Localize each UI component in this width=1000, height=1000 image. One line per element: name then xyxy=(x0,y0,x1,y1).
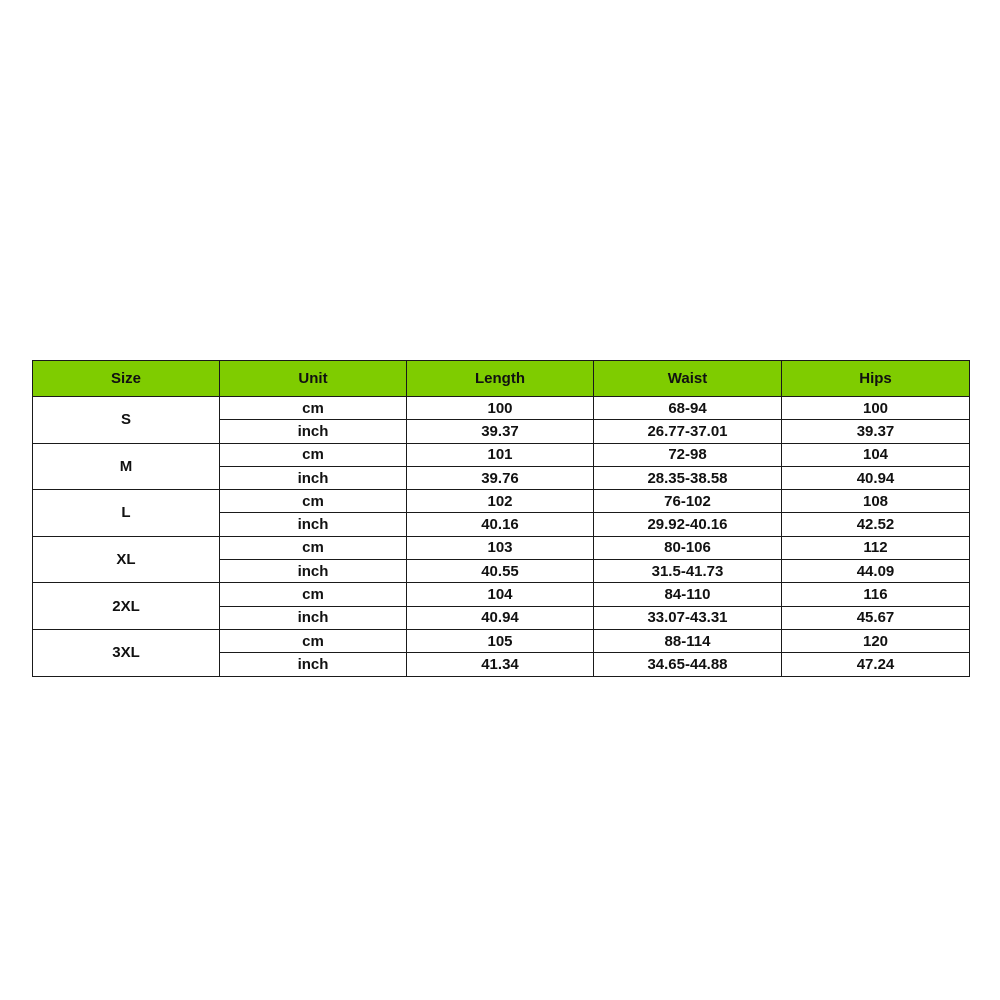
waist-cell: 80-106 xyxy=(594,536,782,559)
waist-cell: 33.07-43.31 xyxy=(594,606,782,629)
size-chart-table xyxy=(32,360,970,677)
hips-cell: 47.24 xyxy=(782,653,970,676)
header-unit: Unit xyxy=(220,361,407,397)
waist-cell: 29.92-40.16 xyxy=(594,513,782,536)
table-row xyxy=(33,397,970,420)
hips-cell: 116 xyxy=(782,583,970,606)
table-row xyxy=(33,536,970,559)
size-cell: 3XL xyxy=(33,629,220,676)
unit-cell: cm xyxy=(220,490,407,513)
unit-cell: inch xyxy=(220,466,407,489)
table-row xyxy=(33,443,970,466)
hips-cell: 45.67 xyxy=(782,606,970,629)
length-cell: 104 xyxy=(407,583,594,606)
hips-cell: 44.09 xyxy=(782,560,970,583)
size-cell: L xyxy=(33,490,220,537)
length-cell: 105 xyxy=(407,629,594,652)
length-cell: 40.94 xyxy=(407,606,594,629)
waist-cell: 68-94 xyxy=(594,397,782,420)
size-cell: 2XL xyxy=(33,583,220,630)
hips-cell: 100 xyxy=(782,397,970,420)
waist-cell: 28.35-38.58 xyxy=(594,466,782,489)
waist-cell: 88-114 xyxy=(594,629,782,652)
hips-cell: 40.94 xyxy=(782,466,970,489)
unit-cell: inch xyxy=(220,420,407,443)
header-size: Size xyxy=(33,361,220,397)
length-cell: 103 xyxy=(407,536,594,559)
unit-cell: inch xyxy=(220,560,407,583)
unit-cell: inch xyxy=(220,513,407,536)
waist-cell: 26.77-37.01 xyxy=(594,420,782,443)
table-header xyxy=(33,361,970,397)
hips-cell: 39.37 xyxy=(782,420,970,443)
size-cell: XL xyxy=(33,536,220,583)
unit-cell: cm xyxy=(220,536,407,559)
unit-cell: cm xyxy=(220,397,407,420)
length-cell: 101 xyxy=(407,443,594,466)
waist-cell: 31.5-41.73 xyxy=(594,560,782,583)
header-row xyxy=(33,361,970,397)
waist-cell: 72-98 xyxy=(594,443,782,466)
length-cell: 41.34 xyxy=(407,653,594,676)
unit-cell: cm xyxy=(220,629,407,652)
table-row xyxy=(33,490,970,513)
length-cell: 100 xyxy=(407,397,594,420)
unit-cell: inch xyxy=(220,653,407,676)
header-waist: Waist xyxy=(594,361,782,397)
length-cell: 40.55 xyxy=(407,560,594,583)
table-row xyxy=(33,629,970,652)
unit-cell: cm xyxy=(220,583,407,606)
header-hips: Hips xyxy=(782,361,970,397)
table-body xyxy=(33,397,970,677)
length-cell: 40.16 xyxy=(407,513,594,536)
waist-cell: 76-102 xyxy=(594,490,782,513)
hips-cell: 108 xyxy=(782,490,970,513)
hips-cell: 42.52 xyxy=(782,513,970,536)
length-cell: 39.76 xyxy=(407,466,594,489)
waist-cell: 34.65-44.88 xyxy=(594,653,782,676)
size-cell: S xyxy=(33,397,220,444)
length-cell: 39.37 xyxy=(407,420,594,443)
table-row xyxy=(33,583,970,606)
header-length: Length xyxy=(407,361,594,397)
hips-cell: 120 xyxy=(782,629,970,652)
waist-cell: 84-110 xyxy=(594,583,782,606)
hips-cell: 112 xyxy=(782,536,970,559)
unit-cell: cm xyxy=(220,443,407,466)
hips-cell: 104 xyxy=(782,443,970,466)
length-cell: 102 xyxy=(407,490,594,513)
size-cell: M xyxy=(33,443,220,490)
unit-cell: inch xyxy=(220,606,407,629)
